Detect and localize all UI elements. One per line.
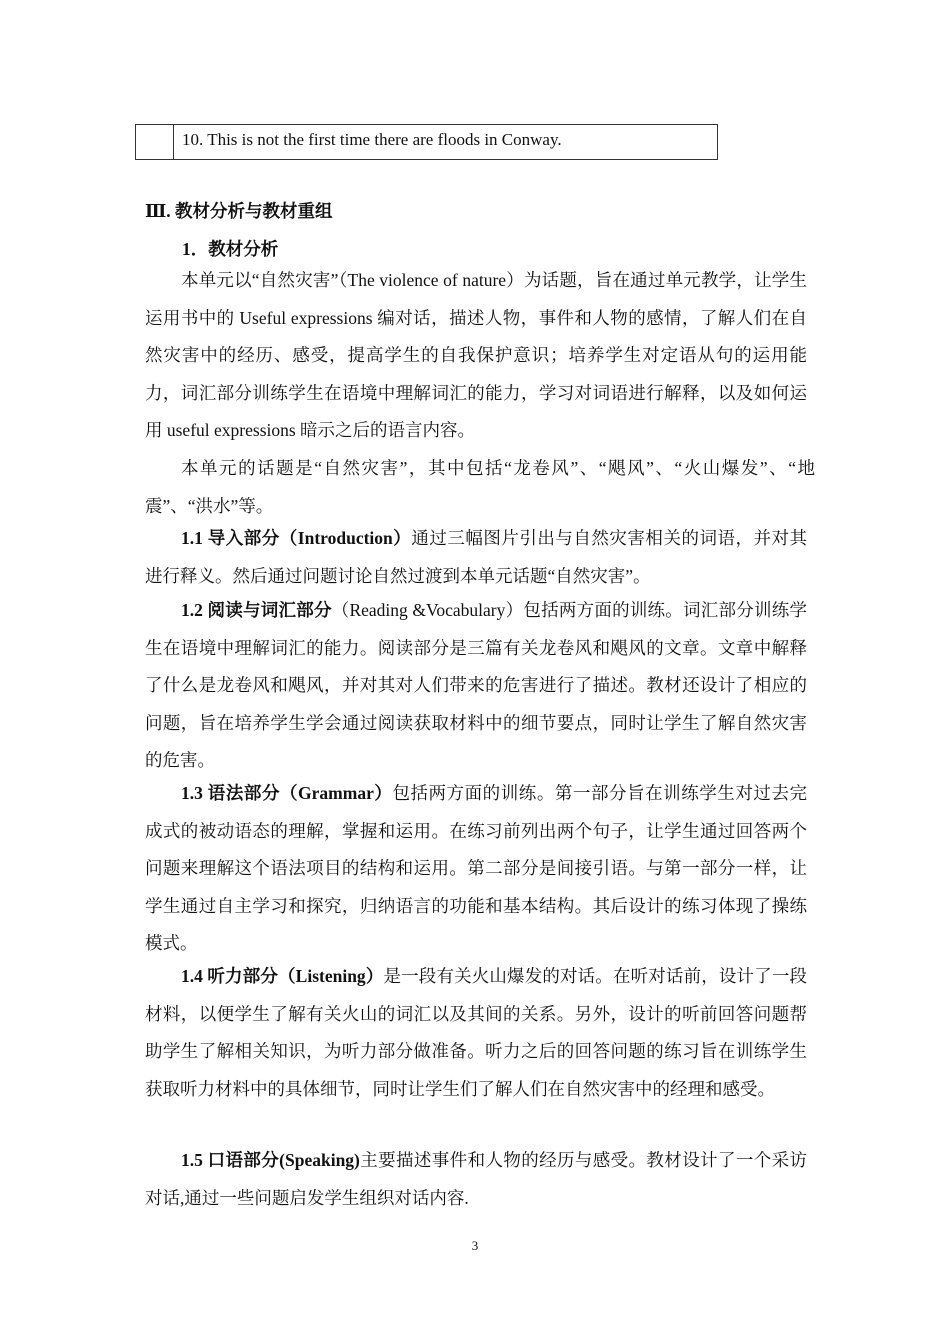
label-listening: 1.4 听力部分（Listening） bbox=[181, 966, 384, 986]
section-heading: Ⅲ. 教材分析与教材重组 bbox=[145, 201, 333, 221]
label-introduction: 1.1 导入部分（Introduction） bbox=[181, 528, 412, 548]
label-speaking: 1.5 口语部分(Speaking) bbox=[181, 1150, 360, 1170]
table-row bbox=[135, 124, 718, 160]
paragraph-introduction bbox=[145, 520, 807, 595]
table-cell-empty bbox=[136, 125, 174, 159]
table-cell-text: 10. This is not the first time there are floods in Conway. bbox=[182, 130, 562, 149]
paragraph-speaking bbox=[145, 1142, 807, 1217]
text-listening: 是一段有关火山爆发的对话。在听对话前，设计了一段材料，以便学生了解有关火山的词汇以及其间的关系。另外，设计的听前回答问题帮助学生了解相关知识，为听力部分做准备。听力之后的回答问题的练习旨在训练学生获取听力材料中的具体细节，同时让学生们了解人们在自然灾害中的经理和感受。 bbox=[145, 966, 807, 1099]
paragraph-listening bbox=[145, 958, 807, 1108]
subheading: 1．教材分析 bbox=[182, 239, 279, 259]
paragraph-reading bbox=[145, 592, 807, 780]
text-reading: （Reading &Vocabulary）包括两方面的训练。词汇部分训练学生在语境中理解词汇的能力。阅读部分是三篇有关龙卷风和飓风的文章。文章中解释了什么是龙卷风和飓风，并对其对人们带来的危害进行了描述。教材还设计了相应的问题，旨在培养学生学会通过阅读获取材料中的细节要点，同时让学生了解自然灾害的危害。 bbox=[145, 600, 807, 770]
paragraph-intro: 本单元以“自然灾害”（The violence of nature）为话题，旨在通过单元教学，让学生运用书中的 Useful expressions 编对话，描述人物，事件和人物的感情，了解人们在自然灾害中的经历、感受，提高学生的自我保护意识；培养学生对定语从句的运用能力，词汇部分训练学生在语境中理解词汇的能力，学习对词语进行解释，以及如何运用 useful expressions 暗示之后的语言内容。 bbox=[145, 270, 807, 440]
text-introduction: 通过三幅图片引出与自然灾害相关的词语，并对其进行释义。然后通过问题讨论自然过渡到本单元话题“自然灾害”。 bbox=[145, 528, 808, 586]
label-reading: 1.2 阅读与词汇部分 bbox=[181, 600, 332, 620]
text-grammar: 包括两方面的训练。第一部分旨在训练学生对过去完成式的被动语态的理解，掌握和运用。在练习前列出两个句子，让学生通过回答两个问题来理解这个语法项目的结构和运用。第二部分是间接引语。与第一部分一样，让学生通过自主学习和探究，归纳语言的功能和基本结构。其后设计的练习体现了操练模式。 bbox=[145, 783, 807, 953]
paragraph-grammar bbox=[145, 775, 807, 963]
paragraph-topics: 本单元的话题是“自然灾害”，其中包括“龙卷风”、“飓风”、“火山爆发”、“地震”、“洪水”等。 bbox=[145, 458, 815, 516]
text-speaking: 主要描述事件和人物的经历与感受。教材设计了一个采访对话,通过一些问题启发学生组织对话内容. bbox=[145, 1150, 807, 1208]
page-number: 3 bbox=[471, 1238, 479, 1253]
label-grammar: 1.3 语法部分（Grammar） bbox=[181, 783, 393, 803]
